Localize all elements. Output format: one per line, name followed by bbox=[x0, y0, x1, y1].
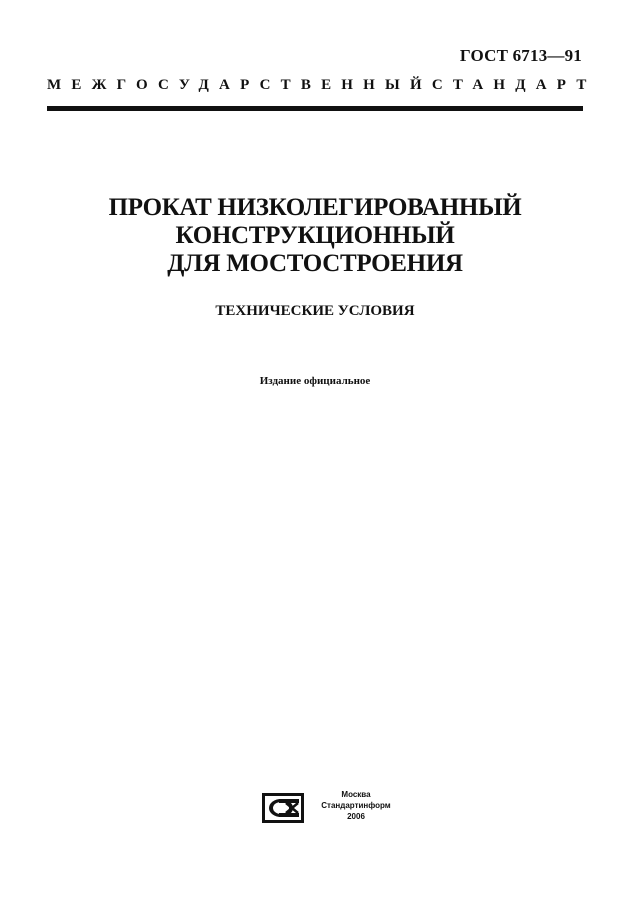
edition-note: Издание официальное bbox=[259, 375, 371, 387]
title-line-2: КОНСТРУКЦИОННЫЙ bbox=[175, 222, 455, 249]
header-divider bbox=[47, 106, 583, 111]
title-line-1: ПРОКАТ НИЗКОЛЕГИРОВАННЫЙ bbox=[108, 194, 522, 221]
publisher-city: Москва bbox=[341, 790, 371, 799]
publisher-year: 2006 bbox=[347, 812, 365, 821]
standartinform-logo-icon bbox=[262, 793, 304, 823]
document-subtitle: ТЕХНИЧЕСКИЕ УСЛОВИЯ bbox=[215, 303, 415, 319]
document-title bbox=[0, 194, 630, 278]
title-line-3: ДЛЯ МОСТОСТРОЕНИЯ bbox=[167, 250, 463, 277]
publisher-block bbox=[262, 785, 412, 825]
standard-type bbox=[47, 77, 597, 94]
gost-number: ГОСТ 6713—91 bbox=[459, 46, 582, 65]
publisher-text bbox=[306, 789, 406, 822]
publisher-name: Стандартинформ bbox=[321, 801, 391, 810]
standard-type-standard: СТАНДАРТ bbox=[431, 77, 597, 93]
standard-type-interstate: МЕЖГОСУДАРСТВЕННЫЙ bbox=[47, 77, 432, 93]
